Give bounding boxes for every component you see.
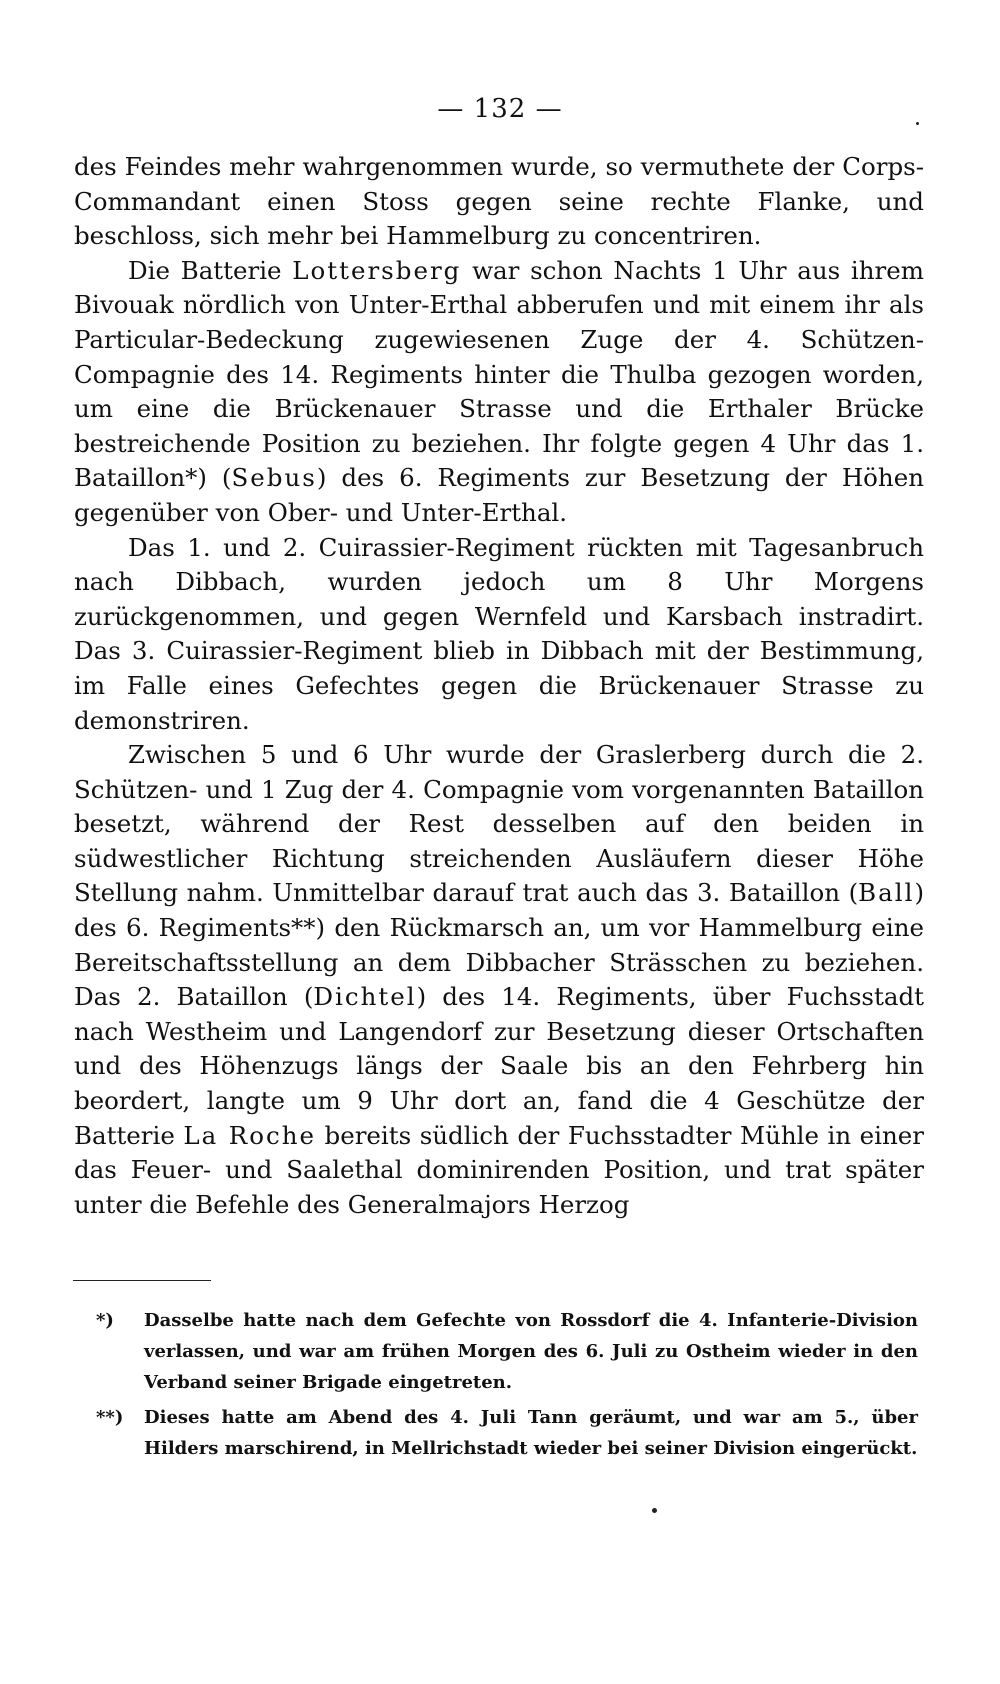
footnote-2-mark: **) — [96, 1407, 124, 1428]
footnote-1-text: Dasselbe hatte nach dem Gefechte von Rossdorf die 4. Infanterie-Division verlassen, und war am frühen Morgen des 6. Juli zu Ostheim wieder in den Verband seiner Brigade eingetreten. — [144, 1310, 918, 1393]
footnote-1 — [96, 1305, 918, 1398]
footnote-2 — [96, 1402, 918, 1464]
paragraph-3: Das 1. und 2. Cuirassier-Regiment rückten mit Tagesanbruch nach Dibbach, wurden jedoch um 8 Uhr Morgens zurückgenommen, und gegen Wernfeld und Karsbach instradirt. Das 3. Cuirassier-Regiment blieb in Dibbach mit der Bestimmung, im Falle eines Gefechtes gegen die Brückenauer Strasse zu demonstriren. — [74, 532, 924, 735]
footnote-divider — [73, 1280, 211, 1281]
ink-speck — [652, 1508, 657, 1513]
battery-name-la-roche: La Roche — [183, 1120, 316, 1150]
ink-speck — [916, 122, 919, 125]
battery-name-lottersberg: Lottersberg — [292, 255, 462, 285]
commander-name-ball: Ball — [858, 878, 915, 908]
footnote-1-mark: *) — [96, 1310, 114, 1331]
paragraph-4: Zwischen 5 und 6 Uhr wurde der Graslerberg durch die 2. Schützen- und 1 Zug der 4. Compagnie vom vorgenannten Bataillon besetzt, während der Rest desselben auf den beiden in südwestlicher Richtung streichenden Ausläufern dieser Höhe Stellung nahm. Unmittelbar darauf trat auch das 3. Bataillon (Ball) des 6. Regiments**) den Rückmarsch an, um vor Hammelburg eine Bereitschaftsstellung an dem Dibbacher Strässchen zu beziehen. Das 2. Bataillon (Dichtel) des 14. Regiments, über Fuchsstadt nach Westheim und Langendorf zur Besetzung dieser Ortschaften und des Höhenzugs längs der Saale bis an den Fehrberg hin beordert, langte um 9 Uhr dort an, fand die 4 Geschütze der Batterie La Roche bereits südlich der Fuchsstadter Mühle in einer das Feuer- und Saalethal dominirenden Position, und trat später unter die Befehle des Generalmajors Herzog — [74, 740, 924, 1219]
main-text — [74, 150, 924, 1222]
paragraph-1: des Feindes mehr wahrgenommen wurde, so vermuthete der Corps-Commandant einen Stoss gegen seine rechte Flanke, und beschloss, sich mehr bei Hammelburg zu concentriren. — [74, 152, 924, 251]
footnote-2-text: Dieses hatte am Abend des 4. Juli Tann geräumt, und war am 5., über Hilders marschirend, in Mellrichstadt wieder bei seiner Division eingerückt. — [144, 1407, 918, 1459]
commander-name-sebus: Sebus — [231, 463, 317, 493]
paragraph-2: Die Batterie Lottersberg war schon Nachts 1 Uhr aus ihrem Bivouak nördlich von Unter-Erthal abberufen und mit einem ihr als Particular-Bedeckung zugewiesenen Zuge der 4. Schützen-Compagnie des 14. Regiments hinter die Thulba gezogen worden, um eine die Brückenauer Strasse und die Erthaler Brücke bestreichende Position zu beziehen. Ihr folgte gegen 4 Uhr das 1. Bataillon*) (Sebus) des 6. Regiments zur Besetzung der Höhen gegenüber von Ober- und Unter-Erthal. — [74, 255, 924, 527]
commander-name-dichtel: Dichtel — [313, 982, 417, 1012]
footnotes — [96, 1305, 918, 1468]
page-number: — 132 — — [437, 94, 563, 124]
